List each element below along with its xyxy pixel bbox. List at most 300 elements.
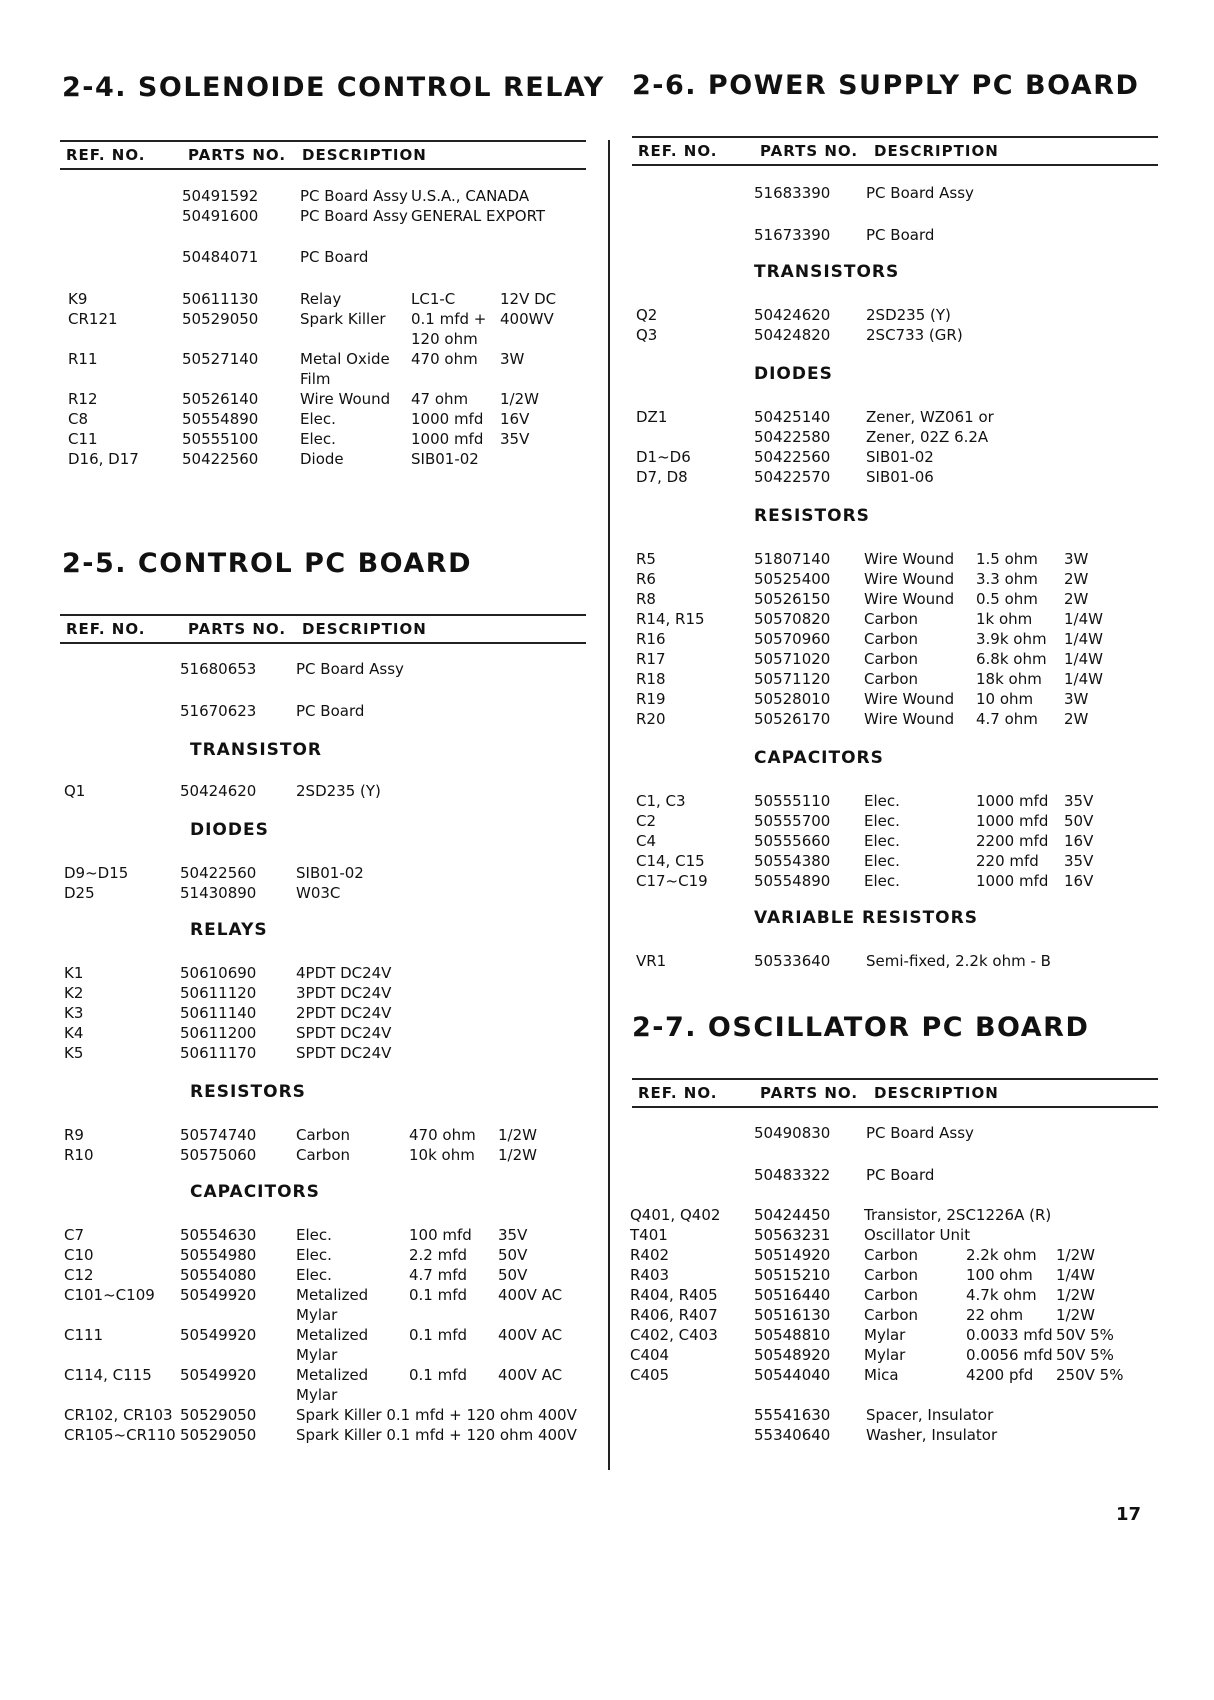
table-row [632,226,1172,246]
parts-no: 50544040 [754,1366,831,1384]
ref-no: R14, R15 [636,610,705,628]
table-row [60,964,600,984]
table-row [60,1346,600,1366]
table-row [632,812,1172,832]
ref-no: Q1 [64,782,86,800]
parts-no: 50574740 [180,1126,257,1144]
table-row [632,428,1172,448]
description: SIB01-02 [296,864,364,882]
parts-no: 50611120 [180,984,257,1002]
value: 10k ohm [409,1146,475,1164]
table-row [60,450,600,470]
subsection-label: VARIABLE RESISTORS [754,908,978,928]
description: Carbon [864,670,919,688]
value: 4.7k ohm [966,1286,1037,1304]
parts-no: 50424620 [180,782,257,800]
table-row [632,832,1172,852]
section-title: 2-7. OSCILLATOR PC BOARD [632,1012,1090,1043]
table-row [632,1226,1172,1246]
parts-no: 50575060 [180,1146,257,1164]
parts-no: 50533640 [754,952,831,970]
ref-no: C402, C403 [630,1326,718,1344]
table-row [632,1266,1172,1286]
ref-no: Q2 [636,306,658,324]
rating: 50V [498,1246,528,1264]
ref-no: C8 [68,410,89,428]
ref-no: R18 [636,670,666,688]
rating: 3W [500,350,525,368]
ref-no: D16, D17 [68,450,139,468]
subsection-label: CAPACITORS [754,748,884,768]
ref-no: K3 [64,1004,84,1022]
description-header: DESCRIPTION [302,146,427,164]
parts-no: 50571020 [754,650,831,668]
value: 1000 mfd [976,792,1049,810]
subsection-label: RESISTORS [754,506,870,526]
table-row [60,187,600,207]
rating: 2W [1064,590,1089,608]
table-row [632,690,1172,710]
description-header: DESCRIPTION [874,142,999,160]
table-row [632,792,1172,812]
description: PC Board Assy [866,184,974,202]
rating: 35V [498,1226,528,1244]
value: 4200 pfd [966,1366,1034,1384]
description: Spark Killer [300,310,386,328]
ref-no: C1, C3 [636,792,686,810]
table-row [632,570,1172,590]
ref-no: K2 [64,984,84,1002]
description: Oscillator Unit [864,1226,971,1244]
parts-no: 50548920 [754,1346,831,1364]
rating: 1/4W [1056,1266,1095,1284]
table-row [60,410,600,430]
parts-no: 50491592 [182,187,259,205]
table-row [632,952,1172,972]
parts-no: 50422560 [182,450,259,468]
table-row [632,630,1172,650]
table-row [60,702,600,722]
table-row [60,1044,600,1064]
table-row [632,872,1172,892]
ref-no: C101~C109 [64,1286,155,1304]
ref-no: Q3 [636,326,658,344]
parts-no: 50611200 [180,1024,257,1042]
rating: 35V [1064,852,1094,870]
parts-no: 50611170 [180,1044,257,1062]
description: Carbon [296,1126,351,1144]
description: 2SD235 (Y) [866,306,951,324]
rating: 16V [1064,872,1094,890]
parts-no: 50570820 [754,610,831,628]
value: 100 ohm [966,1266,1033,1284]
table-row [60,1386,600,1406]
parts-no: 50424820 [754,326,831,344]
description: PC Board [296,702,365,720]
parts-no-header: PARTS NO. [188,146,287,164]
description: Wire Wound [864,590,955,608]
ref-no: R16 [636,630,666,648]
description: Zener, 02Z 6.2A [866,428,989,446]
value: SIB01-02 [411,450,479,468]
parts-no: 50525400 [754,570,831,588]
parts-no: 50555660 [754,832,831,850]
description: 3PDT DC24V [296,984,392,1002]
description: Relay [300,290,342,308]
description: W03C [296,884,341,902]
value: U.S.A., CANADA [411,187,530,205]
table-row [60,1286,600,1306]
ref-no-header: REF. NO. [66,620,146,638]
ref-no: T401 [630,1226,668,1244]
description: Mylar [296,1306,338,1324]
ref-no-header: REF. NO. [638,1084,718,1102]
ref-no: C2 [636,812,657,830]
description: Mylar [296,1346,338,1364]
description: Spark Killer 0.1 mfd + 120 ohm 400V [296,1426,577,1444]
parts-no: 50425140 [754,408,831,426]
parts-no: 50549920 [180,1366,257,1384]
table-row [632,710,1172,730]
rating: 35V [500,430,530,448]
table-row [632,184,1172,204]
ref-no: C10 [64,1246,94,1264]
description: SPDT DC24V [296,1044,392,1062]
ref-no: D25 [64,884,95,902]
table-row [632,408,1172,428]
description: SIB01-02 [866,448,934,466]
ref-no: CR121 [68,310,118,328]
ref-no: D7, D8 [636,468,688,486]
ref-no-header: REF. NO. [66,146,146,164]
description: PC Board [866,226,935,244]
parts-no: 51807140 [754,550,831,568]
rating: 3W [1064,550,1089,568]
ref-no: C405 [630,1366,670,1384]
table-row [60,1266,600,1286]
rating: 2W [1064,570,1089,588]
parts-no: 50555110 [754,792,831,810]
parts-no: 50526170 [754,710,831,728]
rating: 400V AC [498,1286,563,1304]
table-row [632,1206,1172,1226]
ref-no: DZ1 [636,408,668,426]
description: Metal Oxide [300,350,390,368]
table-row [60,207,600,227]
rating: 1/2W [500,390,539,408]
value: 0.1 mfd + [411,310,487,328]
description: Zener, WZ061 or [866,408,994,426]
ref-no: K4 [64,1024,84,1042]
parts-no: 50610690 [180,964,257,982]
value: 1k ohm [976,610,1033,628]
table-row [60,350,600,370]
description: Mica [864,1366,899,1384]
parts-no: 50570960 [754,630,831,648]
table-row [632,1166,1172,1186]
table-row [632,852,1172,872]
ref-no: R8 [636,590,656,608]
description: SIB01-06 [866,468,934,486]
parts-no: 50483322 [754,1166,831,1184]
parts-no-header: PARTS NO. [760,142,859,160]
ref-no: K1 [64,964,84,982]
parts-no: 50422560 [180,864,257,882]
table-row [60,1246,600,1266]
description: Diode [300,450,344,468]
table-row [60,884,600,904]
description: PC Board Assy [300,187,408,205]
ref-no: D1~D6 [636,448,691,466]
parts-no: 50422570 [754,468,831,486]
rating: 1/2W [1056,1306,1095,1324]
description: Carbon [864,1246,919,1264]
table-row [632,448,1172,468]
parts-no: 50549920 [180,1286,257,1304]
description: Mylar [296,1386,338,1404]
ref-no: C17~C19 [636,872,708,890]
description: Carbon [864,610,919,628]
table-row [632,1246,1172,1266]
ref-no: C4 [636,832,657,850]
table-row [632,650,1172,670]
rating: 2W [1064,710,1089,728]
parts-no: 50526140 [182,390,259,408]
rating: 1/4W [1064,630,1103,648]
value: 220 mfd [976,852,1039,870]
parts-no: 50516440 [754,1286,831,1304]
parts-no: 51673390 [754,226,831,244]
description: SPDT DC24V [296,1024,392,1042]
parts-no: 50516130 [754,1306,831,1324]
ref-no: K9 [68,290,88,308]
parts-no: 50424450 [754,1206,831,1224]
parts-no: 50554890 [182,410,259,428]
parts-no: 50484071 [182,248,259,266]
parts-no: 55541630 [754,1406,831,1424]
parts-no: 50529050 [180,1426,257,1444]
rating: 400V AC [498,1326,563,1344]
ref-no: VR1 [636,952,667,970]
parts-no: 50515210 [754,1266,831,1284]
ref-no: R9 [64,1126,84,1144]
table-row [60,1146,600,1166]
value: 2.2k ohm [966,1246,1037,1264]
table-row [632,1406,1172,1426]
value: 0.1 mfd [409,1366,468,1384]
rating: 250V 5% [1056,1366,1124,1384]
value: 1000 mfd [976,812,1049,830]
description: PC Board Assy [866,1124,974,1142]
parts-no: 50554380 [754,852,831,870]
value: 1.5 ohm [976,550,1038,568]
parts-no: 50491600 [182,207,259,225]
value: 0.5 ohm [976,590,1038,608]
value: 3.3 ohm [976,570,1038,588]
value: 1000 mfd [411,430,484,448]
table-row [632,1346,1172,1366]
parts-no: 50490830 [754,1124,831,1142]
description: Elec. [296,1226,332,1244]
rating: 400WV [500,310,554,328]
description: Elec. [864,852,900,870]
description-header: DESCRIPTION [302,620,427,638]
table-header [632,136,1158,166]
subsection-label: DIODES [190,820,269,840]
table-row [60,1126,600,1146]
parts-no: 50514920 [754,1246,831,1264]
subsection-label: DIODES [754,364,833,384]
description: PC Board Assy [300,207,408,225]
rating: 1/4W [1064,650,1103,668]
value: 0.1 mfd [409,1286,468,1304]
description: Wire Wound [864,570,955,588]
rating: 400V AC [498,1366,563,1384]
ref-no: R402 [630,1246,670,1264]
parts-no: 50554080 [180,1266,257,1284]
table-row [60,1226,600,1246]
table-row [60,370,600,390]
value: 6.8k ohm [976,650,1047,668]
parts-no: 50422580 [754,428,831,446]
description: 2SD235 (Y) [296,782,381,800]
subsection-label: RESISTORS [190,1082,306,1102]
ref-no: C7 [64,1226,85,1244]
rating: 1/2W [1056,1286,1095,1304]
value: 10 ohm [976,690,1034,708]
table-row [632,1326,1172,1346]
ref-no: CR105~CR110 [64,1426,176,1444]
ref-no: CR102, CR103 [64,1406,173,1424]
table-row [60,390,600,410]
description: Carbon [864,1306,919,1324]
table-header [60,614,586,644]
table-row [60,330,600,350]
parts-no: 50554630 [180,1226,257,1244]
table-row [60,984,600,1004]
ref-no: R17 [636,650,666,668]
value: 47 ohm [411,390,469,408]
description: Semi-fixed, 2.2k ohm - B [866,952,1051,970]
table-row [60,1426,600,1446]
ref-no: R19 [636,690,666,708]
table-row [60,1024,600,1044]
value: 2.2 mfd [409,1246,468,1264]
parts-no: 50424620 [754,306,831,324]
ref-no: R20 [636,710,666,728]
rating: 3W [1064,690,1089,708]
table-row [60,782,600,802]
table-row [60,310,600,330]
table-row [60,430,600,450]
value: 470 ohm [409,1126,476,1144]
description: Carbon [864,650,919,668]
description: Transistor, 2SC1226A (R) [864,1206,1052,1224]
table-row [632,610,1172,630]
table-row [632,670,1172,690]
section-title: 2-5. CONTROL PC BOARD [62,548,472,579]
rating: 50V 5% [1056,1326,1114,1344]
value: 4.7 mfd [409,1266,468,1284]
parts-no: 51683390 [754,184,831,202]
parts-no: 55340640 [754,1426,831,1444]
ref-no: R406, R407 [630,1306,718,1324]
description: Carbon [296,1146,351,1164]
rating: 50V 5% [1056,1346,1114,1364]
value: GENERAL EXPORT [411,207,546,225]
description: PC Board Assy [296,660,404,678]
rating: 12V DC [500,290,557,308]
table-row [60,1366,600,1386]
description: Spacer, Insulator [866,1406,994,1424]
description: Film [300,370,331,388]
table-row [60,1004,600,1024]
ref-no: R404, R405 [630,1286,718,1304]
section-title: 2-6. POWER SUPPLY PC BOARD [632,70,1140,101]
rating: 1/4W [1064,610,1103,628]
description: PC Board [866,1166,935,1184]
table-row [632,1366,1172,1386]
table-row [60,1306,600,1326]
table-row [632,550,1172,570]
parts-no-header: PARTS NO. [188,620,287,638]
parts-no: 50529050 [182,310,259,328]
parts-no: 51680653 [180,660,257,678]
description: Metalized [296,1366,369,1384]
ref-no: R403 [630,1266,670,1284]
parts-no: 50563231 [754,1226,831,1244]
table-row [632,326,1172,346]
parts-no: 50555700 [754,812,831,830]
description: Wire Wound [864,710,955,728]
description: Mylar [864,1346,906,1364]
ref-no: C111 [64,1326,104,1344]
ref-no: K5 [64,1044,84,1062]
description: 4PDT DC24V [296,964,392,982]
parts-no: 50528010 [754,690,831,708]
section-title: 2-4. SOLENOIDE CONTROL RELAY [62,72,605,103]
table-row [632,1124,1172,1144]
subsection-label: RELAYS [190,920,268,940]
table-row [632,468,1172,488]
value: LC1-C [411,290,456,308]
description: Elec. [300,410,336,428]
rating: 1/4W [1064,670,1103,688]
rating: 16V [500,410,530,428]
description: Carbon [864,630,919,648]
description: Wire Wound [864,550,955,568]
rating: 1/2W [498,1126,537,1144]
value: 4.7 ohm [976,710,1038,728]
description: Elec. [296,1246,332,1264]
ref-no: C12 [64,1266,94,1284]
ref-no: R10 [64,1146,94,1164]
description: Elec. [296,1266,332,1284]
description: Elec. [864,792,900,810]
ref-no: C14, C15 [636,852,705,870]
table-row [60,1406,600,1426]
rating: 35V [1064,792,1094,810]
ref-no: R5 [636,550,656,568]
parts-no: 50555100 [182,430,259,448]
parts-no: 50554980 [180,1246,257,1264]
ref-no: C11 [68,430,98,448]
description: PC Board [300,248,369,266]
description: Elec. [300,430,336,448]
description: Washer, Insulator [866,1426,998,1444]
value: 18k ohm [976,670,1042,688]
description: 2PDT DC24V [296,1004,392,1022]
